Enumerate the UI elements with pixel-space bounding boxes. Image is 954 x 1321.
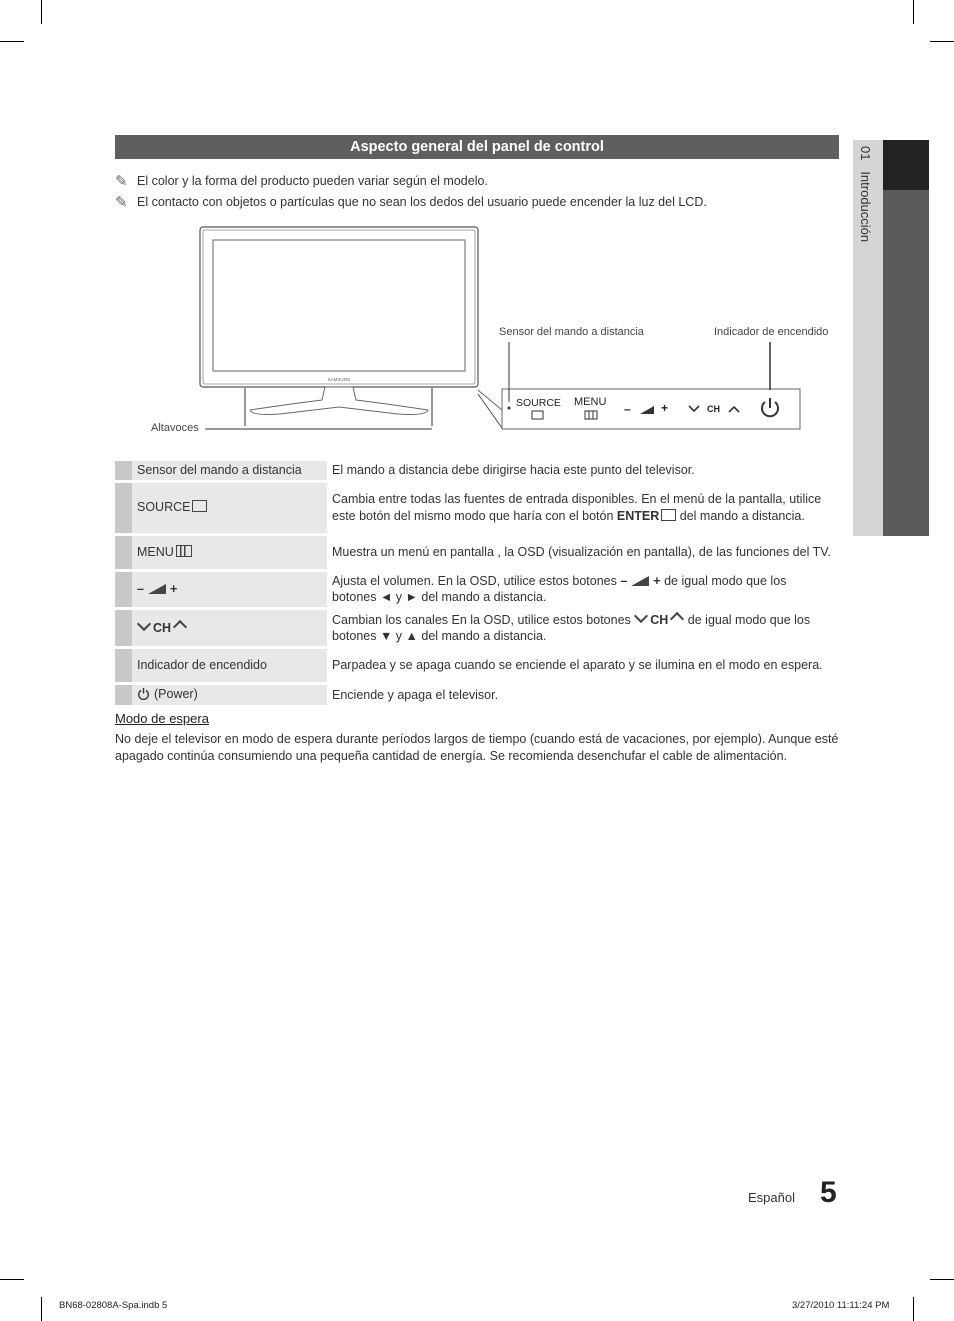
side-tab-label: 01 Introducción <box>858 146 873 243</box>
table-row <box>115 685 839 706</box>
label-power-indicator: Indicador de encendido <box>714 326 829 338</box>
tv-stand <box>250 387 428 415</box>
volume-icon <box>148 584 166 594</box>
side-tab-marker <box>883 140 929 190</box>
callout-line <box>478 394 502 428</box>
crop-mark <box>930 41 954 42</box>
control-desc: Ajusta el volumen. En la OSD, utilice estos botones – + de igual modo que los botones ◄ y ► del mando a distancia. <box>332 573 787 604</box>
power-icon <box>137 687 150 705</box>
crop-mark <box>0 41 24 42</box>
panel-plus-label: + <box>661 401 669 415</box>
control-desc: Enciende y apaga el televisor. <box>332 687 499 702</box>
standby-title: Modo de espera <box>115 711 209 726</box>
control-name: Sensor del mando a distancia <box>132 461 327 480</box>
sensor-dot <box>508 407 511 410</box>
control-name: (Power) <box>132 685 327 706</box>
control-desc: Parpadea y se apaga cuando se enciende el aparato y se ilumina en el modo en espera. <box>332 657 823 672</box>
volume-icon <box>631 576 649 586</box>
callout-line <box>478 390 502 410</box>
footer-language: Español <box>748 1190 795 1205</box>
control-desc: Cambian los canales En la OSD, utilice estos botones CH de igual modo que los botones ▼ y ▲ del mando a distancia. <box>327 610 839 646</box>
source-icon <box>661 509 676 521</box>
table-row <box>115 536 839 569</box>
brand-logo: SAMSUNG <box>327 377 351 382</box>
crop-mark <box>41 0 42 24</box>
control-desc: Cambia entre todas las fuentes de entrada disponibles. En el menú de la pantalla, utilice este botón del mismo modo que haría con el botón ENTER del mando a distancia. <box>332 492 822 523</box>
pencil-icon: ✎ <box>115 173 128 190</box>
note: ✎ El color y la forma del producto pueden variar según el modelo. <box>115 173 488 190</box>
control-name: SOURCE <box>132 483 327 533</box>
note: ✎ El contacto con objetos o partículas que no sean los dedos del usuario puede encender la luz del LCD. <box>115 194 707 211</box>
crop-mark <box>0 1279 24 1280</box>
control-name: MENU <box>132 536 327 569</box>
page-number: 5 <box>820 1176 837 1209</box>
chevron-down-icon <box>137 617 151 631</box>
control-name: Indicador de encendido <box>132 649 327 682</box>
tv-screen <box>213 240 465 371</box>
crop-mark <box>913 0 914 24</box>
side-tab-dark <box>883 140 929 536</box>
print-file: BN68-02808A-Spa.indb 5 <box>59 1300 168 1311</box>
control-desc: El mando a distancia debe dirigirse hacia este punto del televisor. <box>332 463 695 477</box>
chevron-up-icon <box>173 620 187 634</box>
standby-text: No deje el televisor en modo de espera durante períodos largos de tiempo (cuando está de vacaciones, por ejemplo). Aunque esté apagado continúa consumiendo una pequeña cantidad de energía. Se recomienda desenchufar el cable de alimentación. <box>115 732 839 763</box>
control-name: – + <box>132 572 327 607</box>
table-row <box>115 649 839 682</box>
menu-icon <box>176 545 192 557</box>
chevron-down-icon <box>634 608 648 622</box>
table-row <box>115 483 839 533</box>
crop-mark <box>913 1297 914 1321</box>
control-desc: Muestra un menú en pantalla , la OSD (visualización en pantalla), de las funciones del TV. <box>332 544 831 559</box>
panel-menu-label: MENU <box>574 396 607 408</box>
label-speakers: Altavoces <box>151 422 199 434</box>
panel-source-label: SOURCE <box>516 397 561 409</box>
print-datetime: 3/27/2010 11:11:24 PM <box>792 1300 890 1311</box>
panel-minus-label: – <box>624 402 631 416</box>
panel-ch-label: CH <box>707 404 720 414</box>
crop-mark <box>930 1279 954 1280</box>
section-title: Aspecto general del panel de control <box>115 135 839 159</box>
table-row <box>115 572 839 607</box>
table-row <box>115 610 839 646</box>
source-icon <box>192 500 207 512</box>
label-sensor: Sensor del mando a distancia <box>499 326 644 338</box>
pencil-icon: ✎ <box>115 194 128 211</box>
table-row <box>115 461 839 480</box>
control-name: CH <box>132 610 327 646</box>
crop-mark <box>41 1297 42 1321</box>
controls-table <box>115 458 839 708</box>
chevron-up-icon <box>670 611 684 625</box>
